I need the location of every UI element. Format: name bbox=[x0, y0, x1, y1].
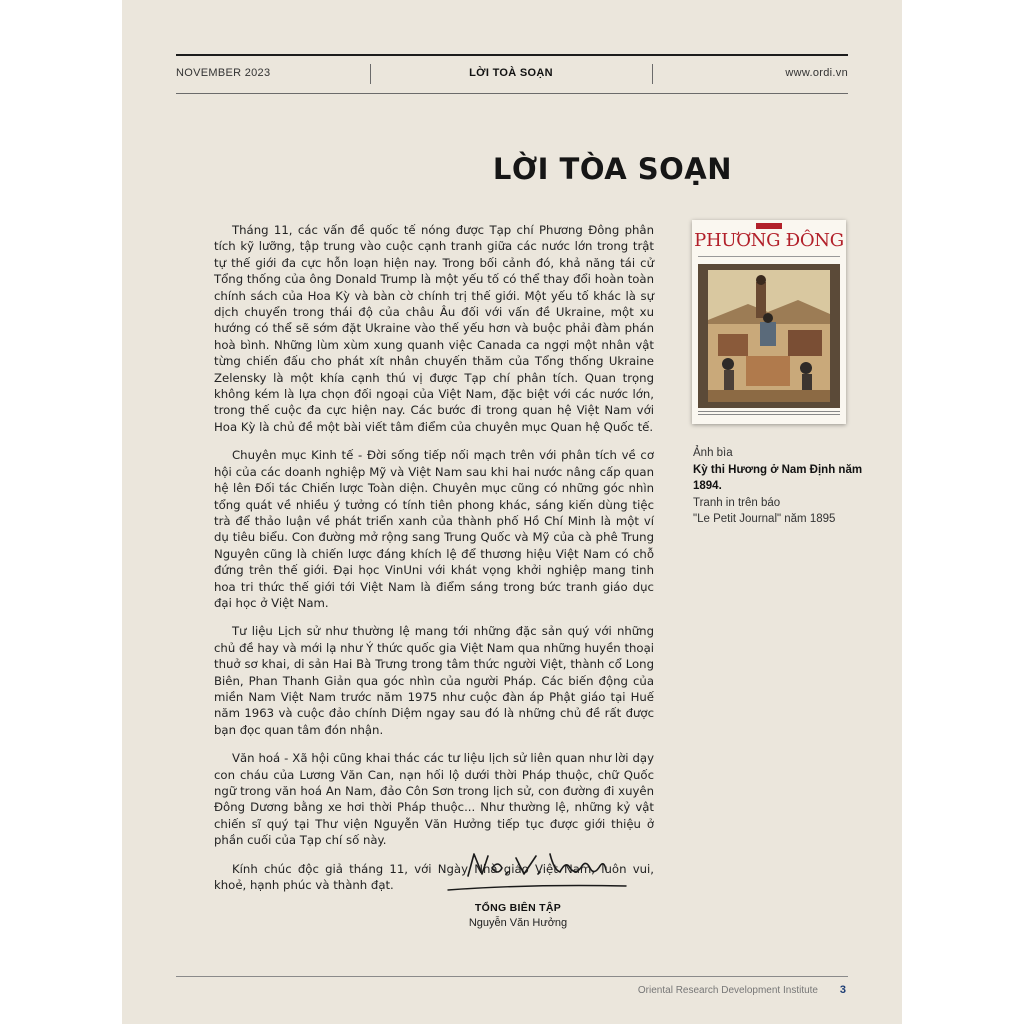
header-date: NOVEMBER 2023 bbox=[176, 67, 271, 79]
cover-caption bbox=[693, 445, 863, 528]
paragraph: Tháng 11, các vấn đề quốc tế nóng được Tạp chí Phương Đông phân tích kỹ lưỡng, tập trung vào cuộc cạnh tranh giữa các nước lớn trong trật tự thế giới đa cực hỗn loạn hiện nay. Trong bối cảnh đó, khả năng tái cử Tổng thống của ông Donald Trump là một yếu tố có thể thay đổi hoàn toàn chính sách của Hoa Kỳ và bàn cờ chính trị thế giới. Một yếu tố khác là sự dịch chuyển trong thái độ của châu Âu đối với vấn đề Ukraine, một xu hướng có thể sẽ sớm đặt Ukraine vào thế yếu hơn và buộc phải đàm phán hoà bình. Những lùm xùm xung quanh việc Canada ca ngợi một nhân vật từng chiến đấu cho phát xít nhân chuyến thăm của Tổng thống Ukraine Zelensky là một khía cạnh thú vị được Tạp chí phân tích. Quan trọng không kém là lựa chọn đối ngoại của Việt Nam, đặc biệt với các nước lớn, trong thế cuộc đa cực hiện nay. Các bước đi trong quan hệ Việt Nam với Hoa Kỳ là chủ đề một bài viết tâm điểm của chuyên mục Quan hệ Quốc tế. bbox=[214, 223, 654, 434]
cover-illustration bbox=[698, 264, 840, 408]
editor-role: TỔNG BIÊN TẬP bbox=[474, 902, 562, 914]
paragraph: Chuyên mục Kinh tế - Đời sống tiếp nối mạch trên với phân tích về cơ hội của các doanh nghiệp Mỹ và Việt Nam sau khi hai nước nâng cấp quan hệ lên Đối tác Chiến lược Toàn diện. Chuyên mục cũng có những góc nhìn tổng quát về nhiều ý tưởng có tính tiên phong khác, sáng kiến dùng tiệc trà để thảo luận về phát triển xanh của thành phố Hồ Chí Minh là một ví dụ tiêu biểu. Con đường mở rộng sang Trung Quốc và Mỹ của cà phê Trung Nguyên cũng là chiến lược đáng khích lệ để thương hiệu Việt Nam có chỗ đứng trên thế giới. Đại học VinUni với khát vọng khởi nghiệp mang tinh hoa tri thức thế giới tới Việt Nam là điểm sáng trong bức tranh giáo dục đại học ở Việt Nam. bbox=[214, 448, 654, 610]
cover-divider bbox=[698, 256, 840, 260]
caption-source-detail: "Le Petit Journal" năm 1895 bbox=[693, 513, 836, 525]
header-rule-top bbox=[176, 54, 848, 56]
paragraph: Tư liệu Lịch sử như thường lệ mang tới những đặc sản quý với những chủ đề hay và mới lạ như Ý thức quốc gia Việt Nam qua những huyền thoại thuở sơ khai, di sản Hai Bà Trưng trong tâm thức người Việt, thành cổ Long Biên, Phan Thanh Giản qua góc nhìn của người Pháp. Các biến động của miền Nam Việt Nam trước năm 1975 như cuộc đàn áp Phật giáo tại Huế năm 1963 và cuộc đảo chính Diệm ngay sau đó là những chủ đề rất được bạn đọc quan tâm đón nhận. bbox=[214, 624, 654, 737]
footer-rule bbox=[176, 976, 848, 977]
header-section: LỜI TOÀ SOẠN bbox=[469, 67, 553, 79]
editor-signature bbox=[440, 846, 630, 894]
header-divider-left bbox=[370, 64, 371, 84]
header-divider-right bbox=[652, 64, 653, 84]
paragraph: Kính chúc độc giả tháng 11, với Ngày Nhà giáo Việt Nam, luôn vui, khoẻ, hạnh phúc và thành đạt. bbox=[214, 861, 654, 893]
magazine-page bbox=[122, 0, 902, 1024]
header-website: www.ordi.vn bbox=[785, 67, 848, 79]
caption-title: Kỳ thi Hương ở Nam Định năm 1894. bbox=[693, 463, 863, 492]
cover-tag bbox=[756, 223, 782, 229]
magazine-cover-image bbox=[692, 220, 846, 424]
cover-footer-lines bbox=[698, 411, 840, 421]
page-title: LỜI TÒA SOẠN bbox=[492, 152, 732, 186]
header-rule-bottom bbox=[176, 93, 848, 94]
paragraph: Văn hoá - Xã hội cũng khai thác các tư liệu lịch sử liên quan như lời dạy con cháu của Lương Văn Can, nạn hối lộ dưới thời Pháp thuộc, chữ Quốc ngữ trong văn hoá An Nam, đảo Côn Sơn trong lịch sử, con đường đi xuyên Đông Dương bằng xe hơi thời Pháp thuộc... Như thường lệ, những kỷ vật chiến sĩ quý tại Thư viện Nguyễn Văn Hưởng tiếp tục được giới thiệu ở phần cuối của Tạp chí số này. bbox=[214, 751, 654, 848]
editorial-body bbox=[214, 222, 654, 905]
caption-source: Tranh in trên báo bbox=[693, 496, 781, 509]
caption-label: Ảnh bìa bbox=[693, 447, 733, 459]
editor-name: Nguyễn Văn Hưởng bbox=[468, 917, 568, 929]
footer-organization: Oriental Research Development Institute bbox=[637, 985, 818, 996]
page-number: 3 bbox=[839, 984, 846, 996]
cover-magazine-title: PHƯƠNG ĐÔNG bbox=[694, 230, 844, 251]
